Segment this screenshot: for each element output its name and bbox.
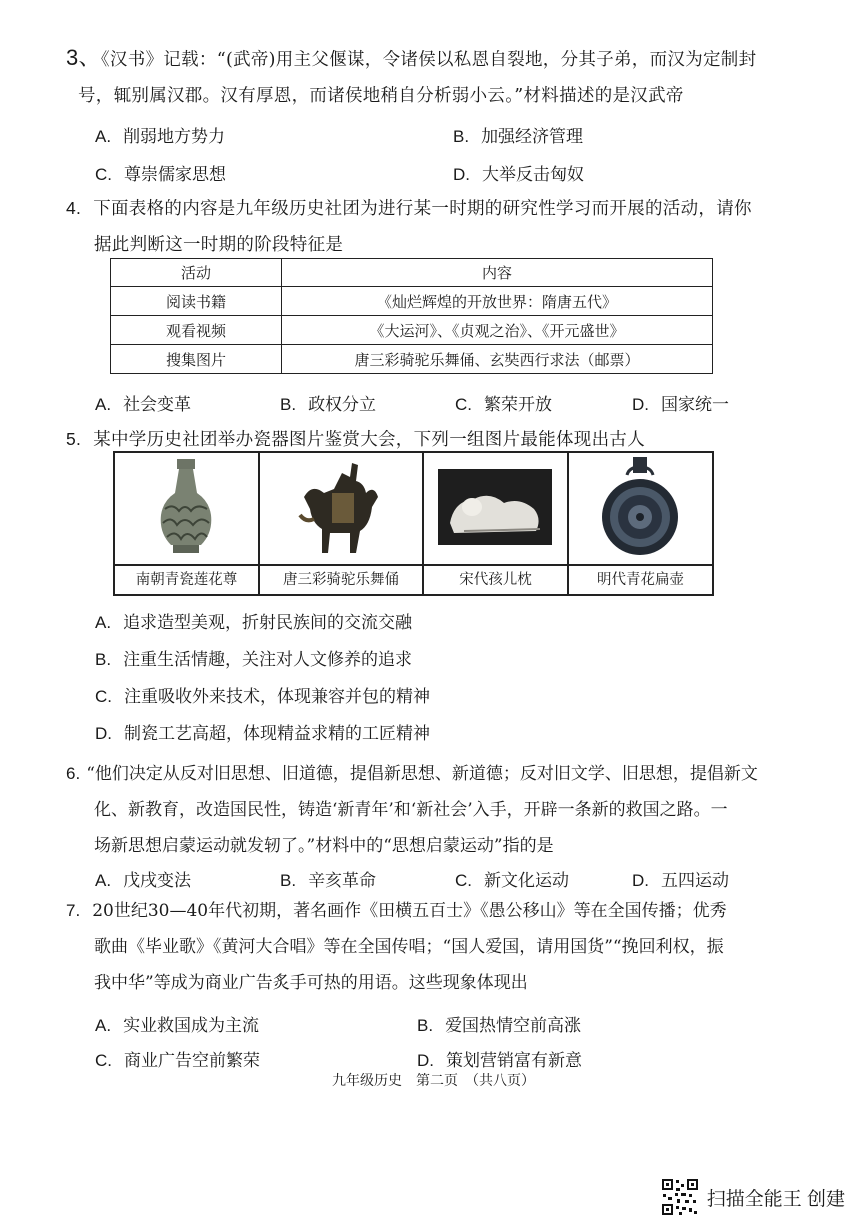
question-6 (66, 756, 766, 864)
lotus-zun-vase-image (115, 453, 258, 564)
question-stem-line: 下面表格的内容是九年级历史社团为进行某一时期的研究性学习而开展的活动，请你 (93, 199, 752, 219)
scanner-watermark (661, 1178, 845, 1216)
question-stem-line: 据此判断这一时期的阶段特征是 (94, 235, 344, 255)
option-c[interactable]: C. 尊崇儒家思想 (95, 165, 226, 185)
image-cell (260, 453, 424, 594)
image-cell (569, 453, 712, 594)
option-c[interactable]: C. 注重吸收外来技术，体现兼容并包的精神 (95, 687, 430, 707)
image-cell (424, 453, 569, 594)
question-4 (66, 190, 766, 263)
table-header-row (111, 259, 713, 287)
table-header: 活动 (111, 259, 282, 287)
option-d[interactable]: D. 策划营销富有新意 (417, 1051, 582, 1071)
question-stem-line: 场新思想启蒙运动就发轫了。”材料中的“思想启蒙运动”指的是 (94, 836, 554, 856)
question-stem-line: “他们决定从反对旧思想、旧道德，提倡新思想、新道德；反对旧文学、旧思想，提倡新文 (86, 764, 758, 784)
question-stem-line: 《汉书》记载：“(武帝)用主父偃谋，令诸侯以私恩自裂地，分其子弟，而汉为定制封 (100, 50, 757, 70)
option-c[interactable]: C. 新文化运动 (455, 871, 569, 891)
question-stem-line: 化、新教育，改造国民性，铸造‘新青年’和‘新社会’入手，开辟一条新的救国之路。一 (94, 800, 728, 820)
option-d[interactable]: D. 五四运动 (632, 871, 729, 891)
question-number: 3、 (66, 45, 101, 70)
blue-white-flask-image (569, 453, 712, 564)
question-stem-line: 我中华”等成为商业广告炙手可热的用语。这些现象体现出 (94, 973, 528, 993)
option-a[interactable]: A. 实业救国成为主流 (95, 1016, 260, 1036)
child-pillow-image (424, 453, 567, 564)
question-stem-line: 歌曲《毕业歌》《黄河大合唱》等在全国传唱；“国人爱国，请用国货”“挽回利权，振 (94, 937, 724, 957)
table-cell: 《灿烂辉煌的开放世界：隋唐五代》 (282, 287, 713, 316)
option-c[interactable]: C. 商业广告空前繁荣 (95, 1051, 260, 1071)
image-cell (115, 453, 260, 594)
question-7 (66, 893, 766, 1001)
question-3 (66, 40, 766, 114)
option-d[interactable]: D. 国家统一 (632, 395, 729, 415)
table-row (111, 316, 713, 345)
question-number: 5. (66, 429, 82, 449)
option-b[interactable]: B. 政权分立 (280, 395, 377, 415)
option-a[interactable]: A. 社会变革 (95, 395, 192, 415)
option-a[interactable]: A. 削弱地方势力 (95, 127, 226, 147)
question-stem-line: 号，辄别属汉郡。汉有厚恩，而诸侯地稍自分析弱小云。”材料描述的是汉武帝 (78, 86, 684, 106)
table-row (111, 287, 713, 316)
image-caption: 宋代孩儿枕 (424, 564, 567, 594)
tricolor-camel-figure-image (260, 453, 422, 564)
option-b[interactable]: B. 注重生活情趣，关注对人文修养的追求 (95, 650, 413, 670)
question-stem-line: 20世纪30—40年代初期，著名画作《田横五百士》《愚公移山》等在全国传播；优秀 (92, 901, 727, 921)
image-caption: 南朝青瓷莲花尊 (115, 564, 258, 594)
table-row (111, 345, 713, 374)
option-b[interactable]: B. 辛亥革命 (280, 871, 377, 891)
activity-table (110, 258, 713, 374)
option-d[interactable]: D. 大举反击匈奴 (453, 165, 584, 185)
question-number: 6. (66, 764, 81, 783)
table-cell: 观看视频 (111, 316, 282, 345)
option-a[interactable]: A. 戊戌变法 (95, 871, 192, 891)
option-b[interactable]: B. 加强经济管理 (453, 127, 584, 147)
question-number: 7. (66, 901, 81, 920)
option-a[interactable]: A. 追求造型美观，折射民族间的交流交融 (95, 613, 413, 633)
table-cell: 搜集图片 (111, 345, 282, 374)
page-footer: 九年级历史 第二页 （共八页） (332, 1072, 535, 1088)
image-caption: 唐三彩骑驼乐舞俑 (260, 564, 422, 594)
option-b[interactable]: B. 爱国热情空前高涨 (417, 1016, 582, 1036)
option-c[interactable]: C. 繁荣开放 (455, 395, 552, 415)
table-cell: 唐三彩骑驼乐舞俑、玄奘西行求法（邮票） (282, 345, 713, 374)
watermark-text: 扫描全能王 创建 (706, 1188, 845, 1210)
option-d[interactable]: D. 制瓷工艺高超，体现精益求精的工匠精神 (95, 724, 430, 744)
question-number: 4. (66, 198, 82, 218)
table-cell: 《大运河》、《贞观之治》、《开元盛世》 (282, 316, 713, 345)
table-header: 内容 (282, 259, 713, 287)
image-caption: 明代青花扁壶 (569, 564, 712, 594)
question-stem-line: 某中学历史社团举办瓷器图片鉴赏大会，下列一组图片最能体现出古人 (93, 430, 646, 450)
table-cell: 阅读书籍 (111, 287, 282, 316)
porcelain-image-table (113, 451, 714, 596)
qr-code-icon (661, 1178, 699, 1216)
